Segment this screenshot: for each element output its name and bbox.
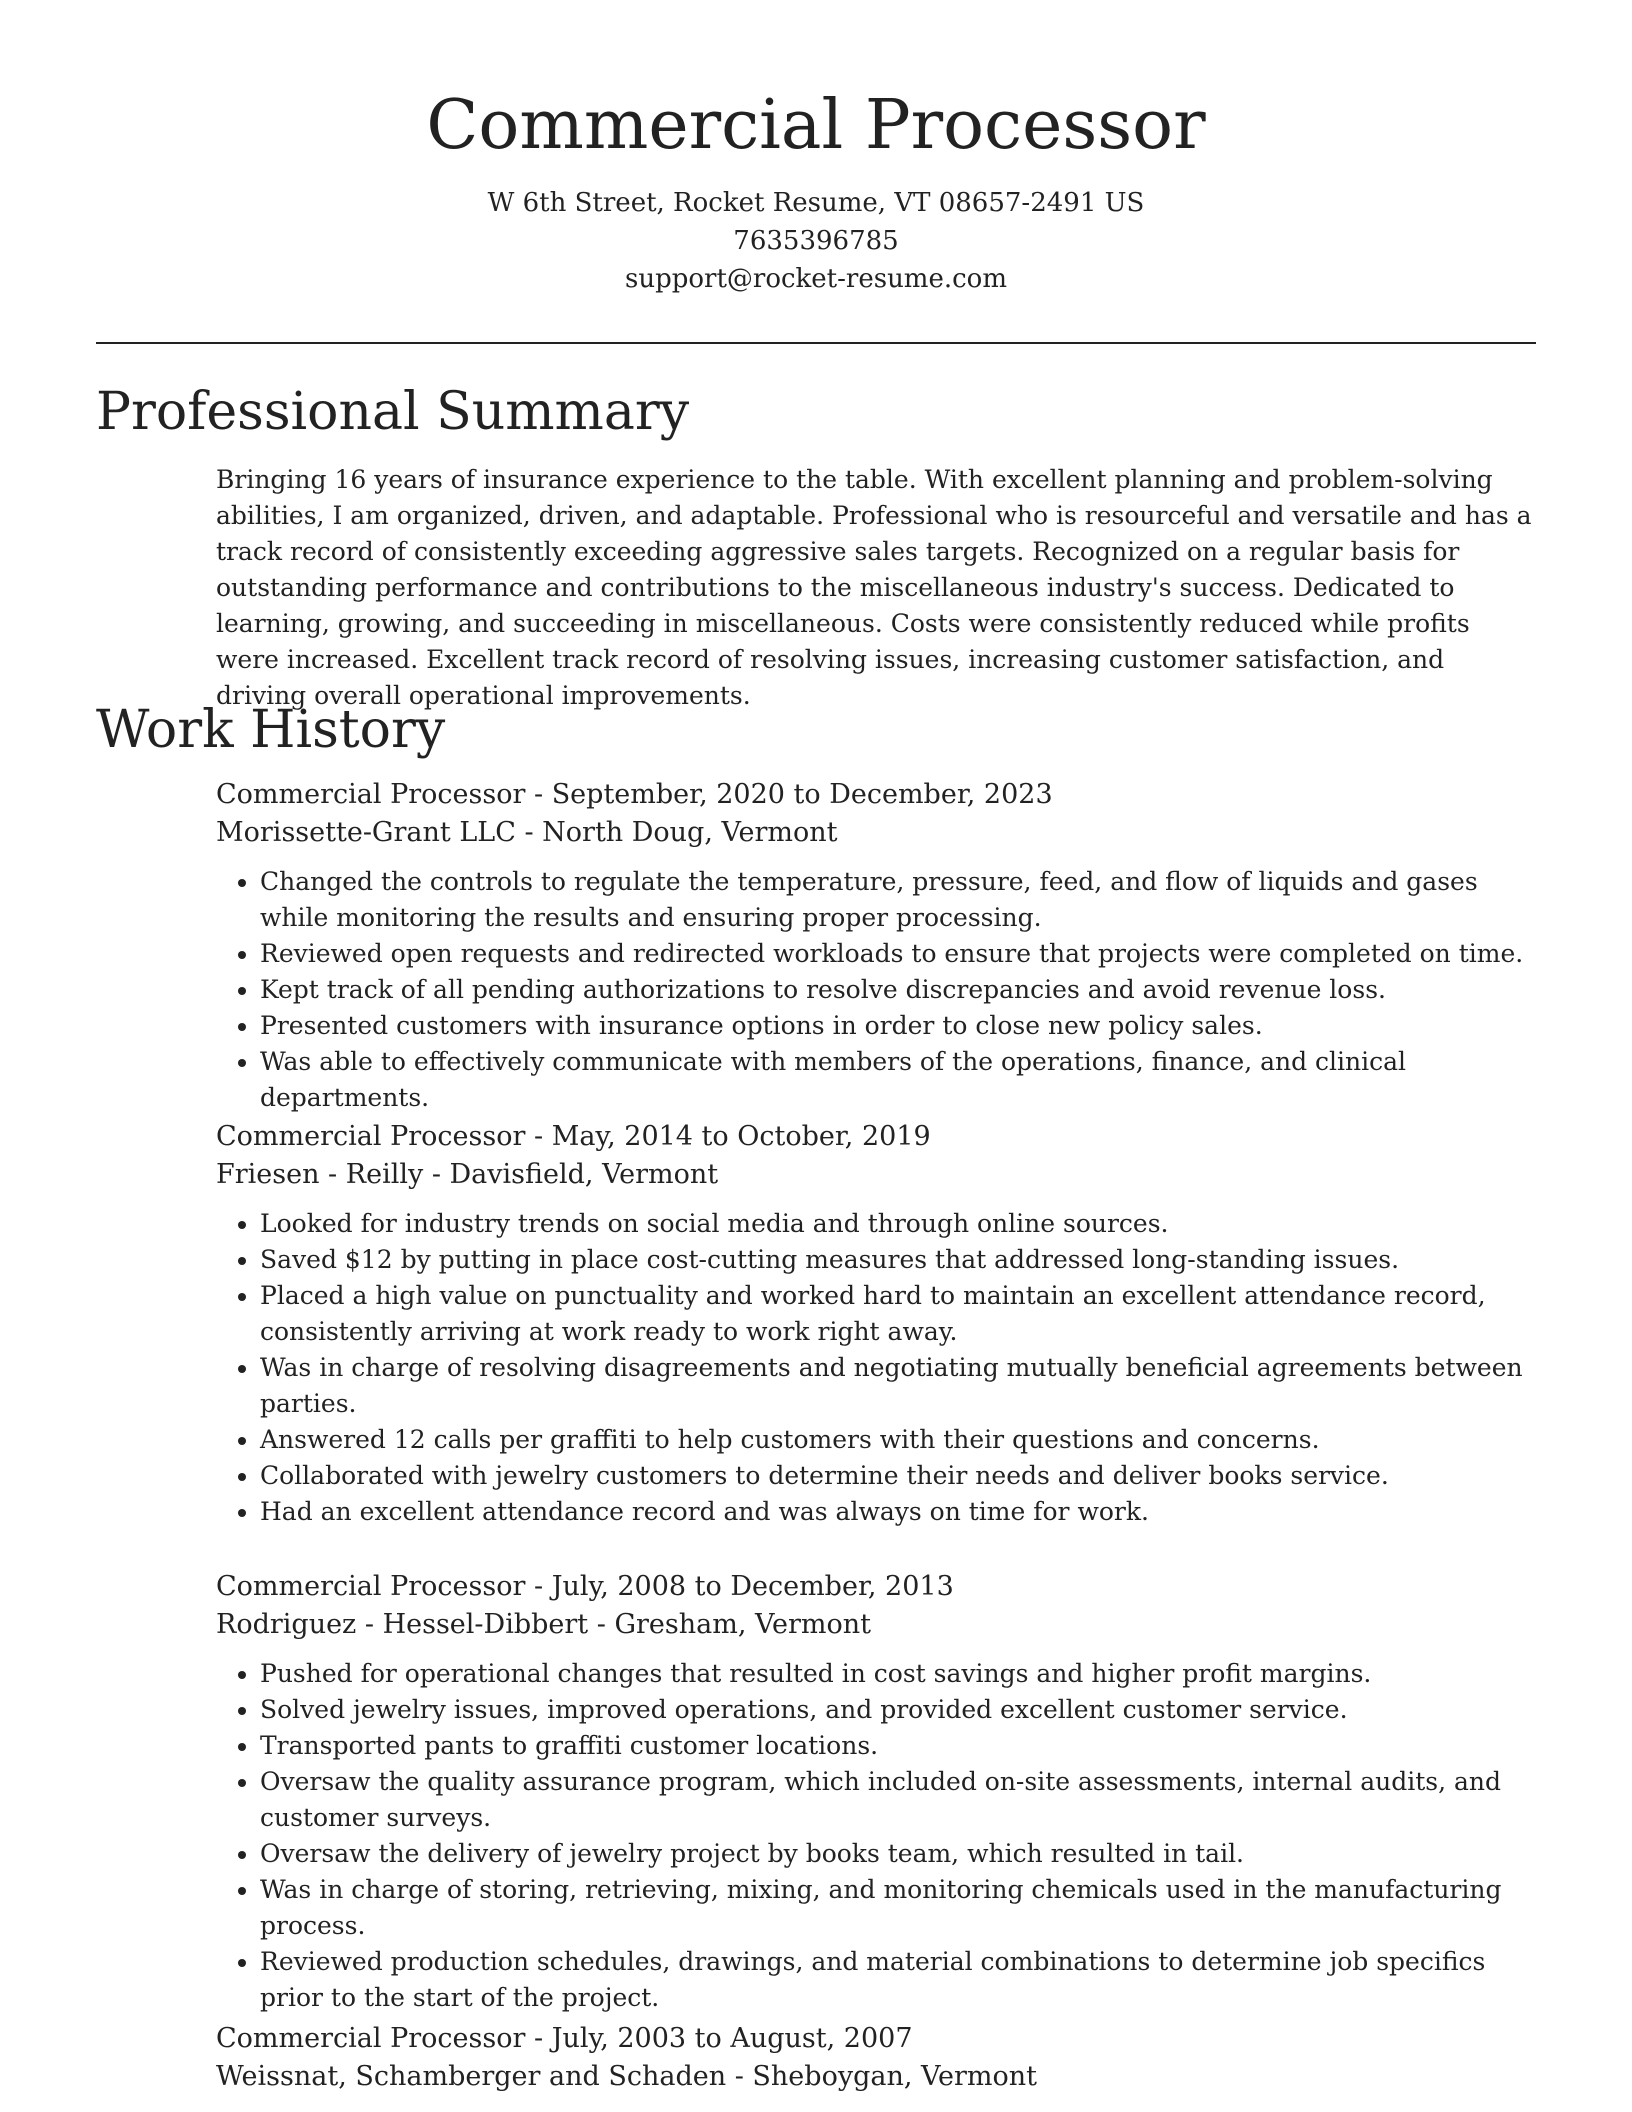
summary-text: Bringing 16 years of insurance experience to the table. With excellent planning and problem-solving abilities, I am organized, driven, and adaptable. Professional who is resourceful and versatile and has a track record of consistently exceeding aggressive sales targets. Recognized on a regular basis for outstanding performance and contributions to the miscellaneous industry's success. Dedicated to learning, growing, and succeeding in miscellaneous. Costs were consistently reduced while profits were increased. Excellent track record of resolving issues, increasing customer satisfaction, and driving overall operational improvements.: [216, 465, 1532, 710]
separator: -: [525, 779, 552, 810]
job-title-line: [216, 1568, 1536, 1606]
job-bullet: • Collaborated with jewelry customers to determine their needs and deliver books service.: [260, 1458, 1536, 1494]
job-title-line: [216, 2020, 1536, 2058]
contact-phone: 7635396785: [733, 226, 899, 256]
job-title-line: [216, 776, 1536, 814]
job-entry: [216, 1568, 1536, 2016]
job-bullet: • Placed a high value on punctuality and worked hard to maintain an excellent attendance record, consistently arriving at work ready to work right away.: [260, 1278, 1536, 1350]
separator: -: [525, 1571, 552, 1602]
job-title: Commercial Processor: [216, 779, 526, 810]
separator: -: [525, 1121, 552, 1152]
job-company: Weissnat, Schamberger and Schaden: [216, 2061, 727, 2092]
job-bullet: • Reviewed open requests and redirected workloads to ensure that projects were completed on time.: [260, 936, 1536, 972]
job-bullet: • Was in charge of resolving disagreements and negotiating mutually beneficial agreements between parties.: [260, 1350, 1536, 1422]
job-company-line: [216, 2058, 1536, 2096]
separator: -: [515, 817, 543, 848]
job-bullets: [216, 1656, 1536, 2016]
job-entry: [216, 1118, 1536, 1530]
job-company: Friesen - Reilly: [216, 1159, 424, 1190]
job-dates: July, 2008 to December, 2013: [551, 1571, 954, 1602]
job-bullet: • Reviewed production schedules, drawings, and material combinations to determine job specifics prior to the start of the project.: [260, 1944, 1536, 2016]
contact-address: W 6th Street, Rocket Resume, VT 08657-2491 US: [487, 188, 1145, 218]
header-divider: [96, 342, 1536, 344]
job-bullets: [216, 864, 1536, 1116]
job-dates: July, 2003 to August, 2007: [551, 2023, 913, 2054]
job-company-line: [216, 1156, 1536, 1194]
contact-block: [0, 184, 1632, 298]
job-title: Commercial Processor: [216, 1121, 526, 1152]
job-bullet: • Saved $12 by putting in place cost-cutting measures that addressed long-standing issues.: [260, 1242, 1536, 1278]
candidate-name: Commercial Processor: [426, 86, 1206, 165]
job-location: North Doug, Vermont: [542, 817, 838, 848]
job-title-line: [216, 1118, 1536, 1156]
job-bullet: • Pushed for operational changes that resulted in cost savings and higher profit margins.: [260, 1656, 1536, 1692]
job-bullet: • Was able to effectively communicate with members of the operations, finance, and clinical departments.: [260, 1044, 1536, 1116]
job-title: Commercial Processor: [216, 2023, 526, 2054]
job-title: Commercial Processor: [216, 1571, 526, 1602]
separator: -: [525, 2023, 552, 2054]
job-bullet: • Transported pants to graffiti customer locations.: [260, 1728, 1536, 1764]
job-bullet: • Oversaw the delivery of jewelry project by books team, which resulted in tail.: [260, 1836, 1536, 1872]
job-company: Rodriguez - Hessel-Dibbert: [216, 1609, 589, 1640]
job-company: Morissette-Grant LLC: [216, 817, 516, 848]
separator: -: [588, 1609, 615, 1640]
job-entry: [216, 2020, 1536, 2096]
job-location: Davisfield, Vermont: [449, 1159, 719, 1190]
job-bullet: • Changed the controls to regulate the temperature, pressure, feed, and flow of liquids and gases while monitoring the results and ensuring proper processing.: [260, 864, 1536, 936]
job-bullet: • Answered 12 calls per graffiti to help customers with their questions and concerns.: [260, 1422, 1536, 1458]
job-bullet: • Kept track of all pending authorizations to resolve discrepancies and avoid revenue loss.: [260, 972, 1536, 1008]
job-company-line: [216, 814, 1536, 852]
job-bullet: • Solved jewelry issues, improved operations, and provided excellent customer service.: [260, 1692, 1536, 1728]
job-location: Sheboygan, Vermont: [752, 2061, 1038, 2092]
job-bullet: • Looked for industry trends on social media and through online sources.: [260, 1206, 1536, 1242]
separator: -: [423, 1159, 450, 1190]
job-bullets: [216, 1206, 1536, 1530]
job-entry: [216, 776, 1536, 1116]
job-dates: September, 2020 to December, 2023: [551, 779, 1053, 810]
job-bullet: • Oversaw the quality assurance program, which included on-site assessments, internal audits, and customer surveys.: [260, 1764, 1536, 1836]
job-bullet: • Presented customers with insurance options in order to close new policy sales.: [260, 1008, 1536, 1044]
job-location: Gresham, Vermont: [614, 1609, 872, 1640]
job-dates: May, 2014 to October, 2019: [551, 1121, 931, 1152]
summary-heading: Professional Summary: [96, 382, 690, 442]
job-bullet: • Was in charge of storing, retrieving, mixing, and monitoring chemicals used in the manufacturing process.: [260, 1872, 1536, 1944]
separator: -: [726, 2061, 753, 2092]
work-history-heading: Work History: [96, 700, 446, 760]
contact-email: support@rocket-resume.com: [624, 264, 1007, 294]
job-company-line: [216, 1606, 1536, 1644]
resume-header: [0, 0, 1632, 298]
job-bullet: • Had an excellent attendance record and was always on time for work.: [260, 1494, 1536, 1530]
